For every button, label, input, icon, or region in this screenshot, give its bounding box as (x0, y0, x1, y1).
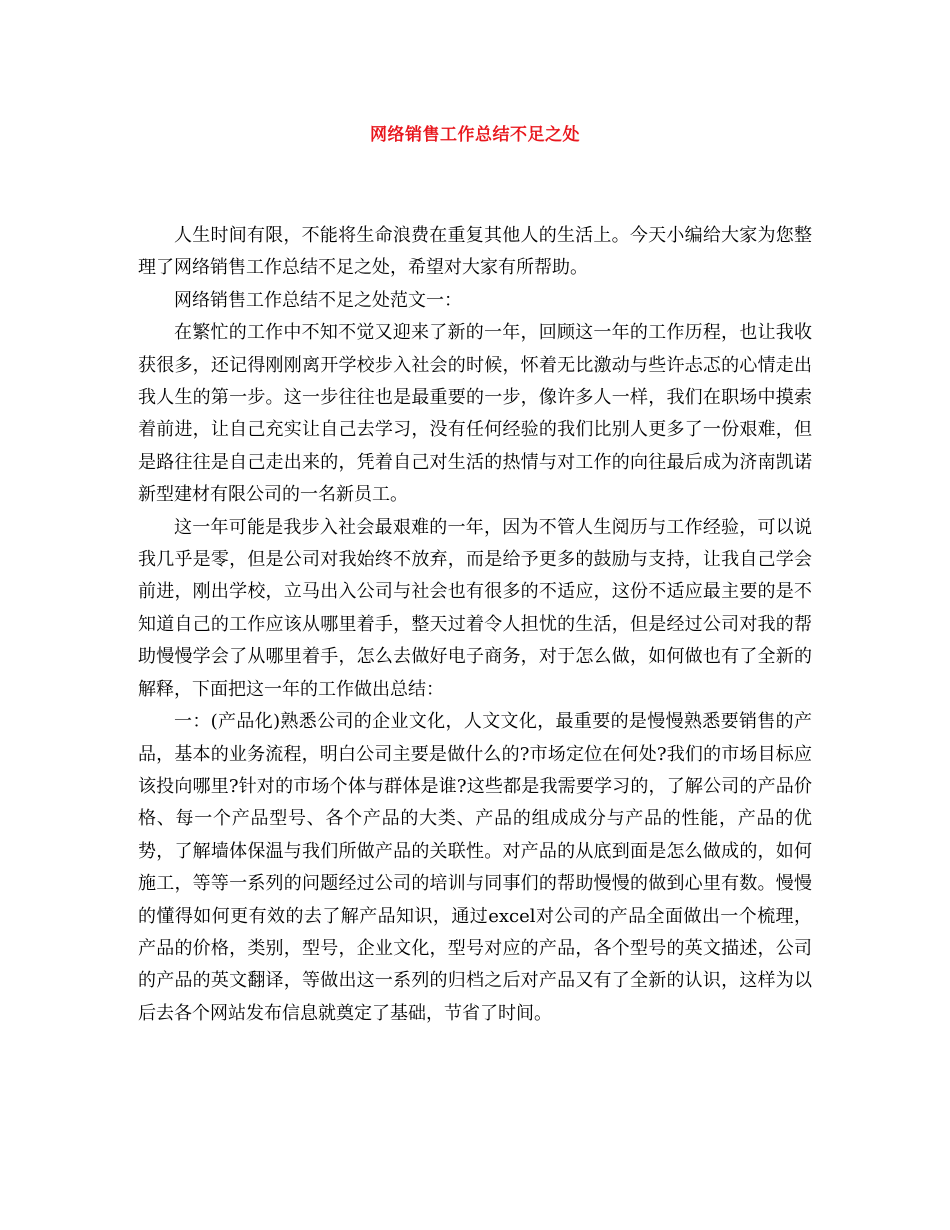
paragraph-intro: 人生时间有限，不能将生命浪费在重复其他人的生活上。今天小编给大家为您整理了网络销售工作总结不足之处，希望对大家有所帮助。 (138, 225, 812, 279)
document-body (138, 220, 812, 1030)
paragraph-review: 在繁忙的工作中不知不觉又迎来了新的一年，回顾这一年的工作历程，也让我收获很多，还记得刚刚离开学校步入社会的时候，怀着无比激动与些许忐忑的心情走出我人生的第一步。这一步往往也是最重要的一步，像许多人一样，我们在职场中摸索着前进，让自己充实让自己去学习，没有任何经验的我们比别人更多了一份艰难，但是路往往是自己走出来的，凭着自己对生活的热情与对工作的向往最后成为济南凯诺新型建材有限公司的一名新员工。 (138, 322, 812, 506)
paragraph-first-year: 这一年可能是我步入社会最艰难的一年，因为不管人生阅历与工作经验，可以说我几乎是零，但是公司对我始终不放弃，而是给予更多的鼓励与支持，让我自己学会前进，刚出学校，立马出入公司与社会也有很多的不适应，这份不适应最主要的是不知道自己的工作应该从哪里着手，整天过着令人担忧的生活，但是经过公司对我的帮助慢慢学会了从哪里着手，怎么去做好电子商务，对于怎么做，如何做也有了全新的解释，下面把这一年的工作做出总结： (138, 516, 812, 700)
paragraph-product-section: 一：(产品化)熟悉公司的企业文化，人文文化，最重要的是慢慢熟悉要销售的产品，基本的业务流程，明白公司主要是做什么的?市场定位在何处?我们的市场目标应该投向哪里?针对的市场个体与群体是谁?这些都是我需要学习的，了解公司的产品价格、每一个产品型号、各个产品的大类、产品的组成成分与产品的性能，产品的优势，了解墙体保温与我们所做产品的关联性。对产品的从底到面是怎么做成的，如何施工，等等一系列的问题经过公司的培训与同事们的帮助慢慢的做到心里有数。慢慢的懂得如何更有效的去了解产品知识，通过excel对公司的产品全面做出一个梳理，产品的价格，类别，型号，企业文化，型号对应的产品，各个型号的英文描述，公司的产品的英文翻译，等做出这一系列的归档之后对产品又有了全新的认识，这样为以后去各个网站发布信息就奠定了基础，节省了时间。 (138, 711, 812, 1024)
paragraph-heading: 网络销售工作总结不足之处范文一： (174, 289, 462, 311)
document-title: 网络销售工作总结不足之处 (370, 125, 580, 145)
